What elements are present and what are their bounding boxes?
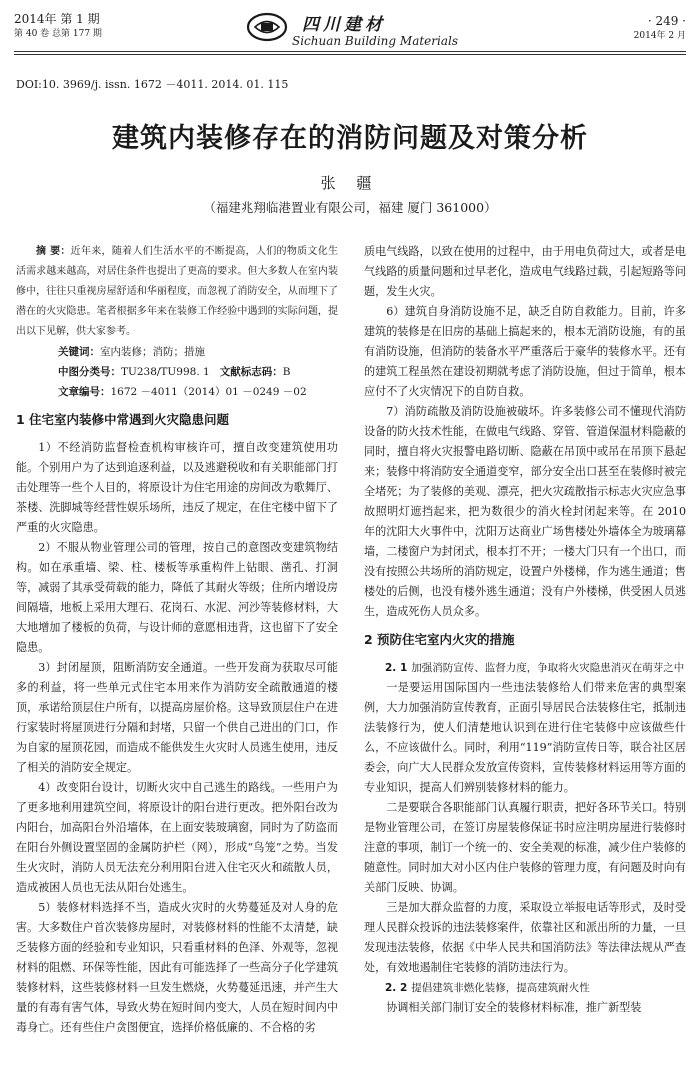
article-number: 文章编号：1672 －4011（2014）01 －0249 －02 — [58, 386, 307, 398]
paragraph: 7）消防疏散及消防设施被破坏。许多装修公司不懂现代消防设备的防火技术性能，在做电气线路、穿管、管道保温材料隐蔽的同时，擅自将火灾报警电路切断、隐蔽在吊顶中或吊在吊顶下悬起来；装修中将消防安全通道变窄，部分安全出口甚至在装修时被完全堵死；为了装修的美观、漂亮，把火灾疏散指示标志火灾应急事故照明灯遮挡起来，把为数很少的消火栓封闭起来等。在 2010 年的沈阳大火事件中，沈阳万达商业广场售楼处外墙体全为玻璃幕墙，二楼窗户为封闭式，根本打不开；一楼大门只有一个出口，而没有按照公共场所的消防规定，设置户外楼梯，作为逃生通道；售楼处的后侧，也没有楼外逃生通道；没有户外楼梯，供受困人员逃生，造成死伤人员众多。 — [364, 405, 686, 618]
issue-info — [14, 12, 102, 42]
author: 张 疆 — [320, 174, 380, 192]
paragraph: 6）建筑自身消防设施不足，缺乏自防自救能力。目前，许多建筑的装修是在旧房的基础上搞起来的，根本无消防设施，有的虽有消防设施，但消防的装备水平严重落后于豪华的装修水平。还有的建筑工程虽然在建设初期就考虑了消防设施，但过于简单，根本应付不了火灾情况下的自防自救。 — [364, 305, 686, 398]
classification: 中图分类号：TU238/TU998. 1 文献标志码：B — [58, 366, 291, 378]
paragraph: 三是加大群众监督的力度，采取设立举报电话等形式，及时受理人民群众投诉的违法装修案件，依靠社区和派出所的力量，一旦发现违法装修，依据《中华人民共和国消防法》等法律法规从严查处，有效地遏制住宅装修的消防违法行为。 — [364, 901, 686, 974]
doi: DOI:10. 3969/j. issn. 1672 －4011. 2014. 01. 115 — [16, 78, 289, 91]
article-title: 建筑内装修存在的消防问题及对策分析 — [112, 123, 588, 154]
issue-date: 2014年 2 月 — [633, 31, 686, 41]
year-issue: 2014年 第 1 期 — [14, 12, 100, 26]
subsection-2-2-heading: 2. 2 提倡建筑非燃化装修，提高建筑耐火性 — [385, 982, 590, 994]
abstract-label: 摘 要： — [36, 246, 71, 257]
header-rule-thin — [14, 54, 686, 55]
keywords: 关键词：室内装修；消防；措施 — [58, 346, 205, 358]
section-2-heading: 2 预防住宅室内火灾的措施 — [364, 632, 515, 647]
paragraph: 一是要运用国际国内一些违法装修给人们带来危害的典型案例，大力加强消防宣传教育，正面引导居民合法装修住宅，抵制违法装修行为，使人们清楚地认识到在进行住宅装修中应该做些什么，不应该做什么。同时，利用“119”消防宣传日等，联合社区居委会，向广大人民群众发放宣传资料，宣传装修材料运用等方面的专业知识，提高人们辨别装修材料的能力。 — [364, 681, 686, 794]
volume-total: 第 40 卷 总第 177 期 — [14, 29, 102, 39]
paragraph: 3）封闭屋顶，阻断消防安全通道。一些开发商为获取尽可能多的利益，将一些单元式住宅本用来作为消防安全疏散通道的楼顶，承诺给顶层住户所有，以提高房屋价格。这导致顶层住户在进行家装时将屋顶进行分隔和封堵，只留一个供自己进出的门口，作为自家的屋顶花园，而造成不能供发生火灾时人员逃生使用，违反了相关的消防安全规定。 — [16, 661, 338, 774]
paragraph: 二是要联合各职能部门认真履行职责，把好各环节关口。特别是物业管理公司，在签订房屋装修保证书时应注明房屋进行装修时注意的事项，制订一个统一的、安全美观的标准，减少住户装修的随意性。同时加大对小区内住户装修的管理力度，有问题及时向有关部门反映、协调。 — [364, 801, 686, 894]
left-column — [16, 242, 338, 1038]
paragraph: 质电气线路，以致在使用的过程中，由于用电负荷过大，或者是电气线路的质量问题和过早老化，造成电气线路过载，引起短路等问题，发生火灾。 — [364, 245, 686, 298]
journal-name-cn: 四川建材 — [302, 15, 386, 35]
journal-name-en: Sichuan Building Materials — [292, 34, 458, 48]
page-number: · 249 · — [647, 14, 686, 28]
paragraph: 2）不服从物业管理公司的管理，按自己的意图改变建筑物结构。如在承重墙、梁、柱、楼板等承重构件上钻眼、凿孔、打洞等，减弱了其承受荷载的能力，降低了其耐火等级；住所内增设房间隔墙，地板上采用大理石、花岗石、水泥、河沙等装修材料，大大地增加了楼板的负荷，与设计师的意愿相违背，这也留下了安全隐患。 — [16, 541, 338, 654]
section-1-heading: 1 住宅室内装修中常遇到火灾隐患问题 — [16, 412, 230, 427]
journal-logo-icon — [246, 12, 288, 42]
paragraph: 4）改变阳台设计，切断火灾中自己逃生的路线。一些用户为了更多地利用建筑空间，将原设计的阳台进行更改。把外阳台改为内阳台，加高阳台外沿墙体，在上面安装玻璃窗，同时为了防盗而在阳台外侧设置坚固的金属防护栏（网），形成“鸟笼”之势。当发生火灾时，消防人员无法充分利用阳台进入住宅灭火和疏散人员，造成被困人员也无法从阳台处逃生。 — [16, 781, 338, 894]
header-rule — [14, 51, 686, 52]
abstract — [16, 242, 338, 342]
abstract-text: 近年来，随着人们生活水平的不断提高，人们的物质文化生活需求越来越高，对居住条件也提出了更高的要求。但大多数人在室内装修中，往往只重视房屋舒适和华丽程度，而忽视了消防安全，从而埋下了潜在的火灾隐患。笔者根据多年来在装修工作经验中遇到的实际问题，提出以下见解，供大家参考。 — [16, 246, 338, 337]
subsection-2-1-heading: 2. 1 加强消防宣传、监督力度，争取将火灾隐患消灭在萌芽之中 — [385, 662, 685, 674]
page-info — [634, 14, 686, 44]
paragraph: 协调相关部门制订安全的装修材料标准，推广新型装 — [386, 1001, 642, 1014]
paragraph: 1）不经消防监督检查机构审核许可，擅自改变建筑使用功能。个别用户为了达到追逐利益，以及逃避税收和有关职能部门打击处理等一些个人目的，将原设计为住宅用途的房间改为歌舞厅、茶楼、洗脚城等经营性娱乐场所，违反了规定，在住宅楼中留下了严重的火灾隐患。 — [16, 441, 338, 534]
paragraph: 5）装修材料选择不当，造成火灾时的火势蔓延及对人身的危害。大多数住户首次装修房屋时，对装修材料的性能不太清楚，缺乏装修方面的经验和专业知识，只看重材料的色泽、外观等，忽视材料的阻燃、环保等性能，因此有可能选择了一些高分子化学建筑装修材料，这些装修材料一旦发生燃烧，火势蔓延迅速，并产生大量的有毒有害气体，导致火势在短时间内变大，人员在短时间内中毒身亡。还有些住户贪图便宜，选择价格低廉的、不合格的劣 — [16, 901, 338, 1034]
right-column — [364, 242, 686, 1018]
affiliation: （福建兆翔临港置业有限公司，福建 厦门 361000） — [203, 200, 497, 215]
